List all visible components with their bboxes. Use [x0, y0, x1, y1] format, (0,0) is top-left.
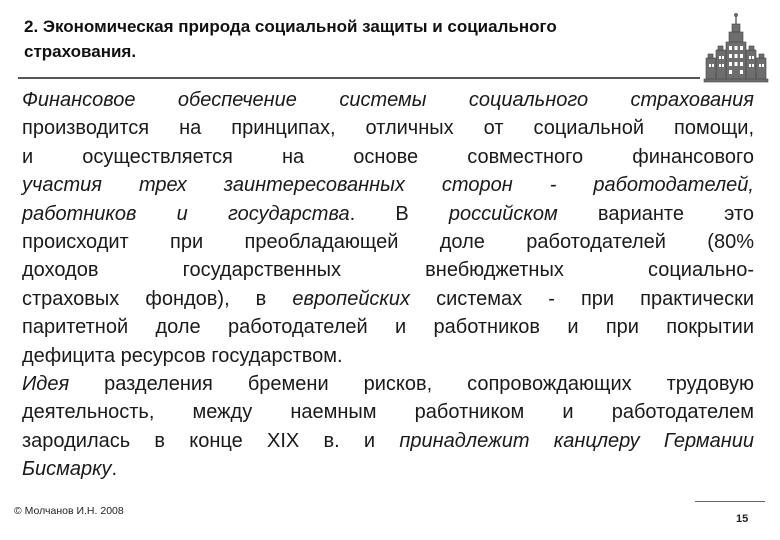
text-line: доходов государственных внебюджетных социально- — [22, 259, 754, 282]
text-line — [22, 285, 754, 313]
paragraph-financing — [22, 86, 754, 370]
text-line — [22, 86, 754, 114]
header-divider — [18, 77, 700, 79]
text-line: и осуществляется на основе совместного финансового — [22, 145, 754, 168]
text-line: производится на принципах, отличных от социальной помощи, — [22, 117, 754, 140]
text-line — [22, 200, 754, 228]
text-line — [22, 171, 754, 199]
text-line: деятельность, между наемным работником и работодателем — [22, 401, 754, 424]
text-italic: Финансовое обеспечение системы социального страхования — [22, 89, 754, 111]
page-number: 15 — [736, 513, 749, 525]
text-regular: . — [111, 458, 118, 481]
paragraph-idea — [22, 370, 754, 484]
text-regular: системах - при практически — [410, 287, 754, 310]
text-regular: разделения бремени рисков, сопровождающих трудовую — [69, 373, 754, 396]
copyright-text: © Молчанов И.Н. 2008 — [14, 505, 124, 517]
text-italic: участия трех заинтересованных сторон - работодателей, — [22, 174, 754, 197]
text-regular: варианте это — [557, 202, 754, 225]
text-line: происходит при преобладающей доле работодателей (80% — [22, 231, 754, 254]
text-line: паритетной доле работодателей и работников и при покрытии — [22, 316, 754, 339]
text-italic: Бисмарку — [22, 458, 112, 481]
text-regular: страховых фондов), в — [22, 287, 293, 310]
text-line: дефицита ресурсов государством. — [22, 344, 343, 367]
text-italic: принадлежит канцлеру Германии — [399, 429, 754, 452]
text-line — [22, 370, 754, 398]
university-building-icon — [702, 12, 770, 84]
text-regular: зародилась в конце XIX в. и — [22, 429, 400, 452]
text-italic: Идея — [22, 373, 70, 396]
text-regular: . В — [349, 202, 449, 225]
slide-body — [22, 86, 754, 484]
slide-title-line-2: страхования. — [24, 42, 137, 61]
slide-title — [24, 14, 688, 64]
slide-title-line-1: 2. Экономическая природа социальной защиты и социального — [24, 17, 557, 36]
text-italic: работников и государства — [22, 202, 350, 225]
text-line — [22, 455, 754, 483]
footer-divider — [695, 501, 765, 502]
text-italic: российском — [448, 202, 558, 225]
text-line — [22, 427, 754, 455]
text-italic: европейских — [292, 287, 411, 310]
